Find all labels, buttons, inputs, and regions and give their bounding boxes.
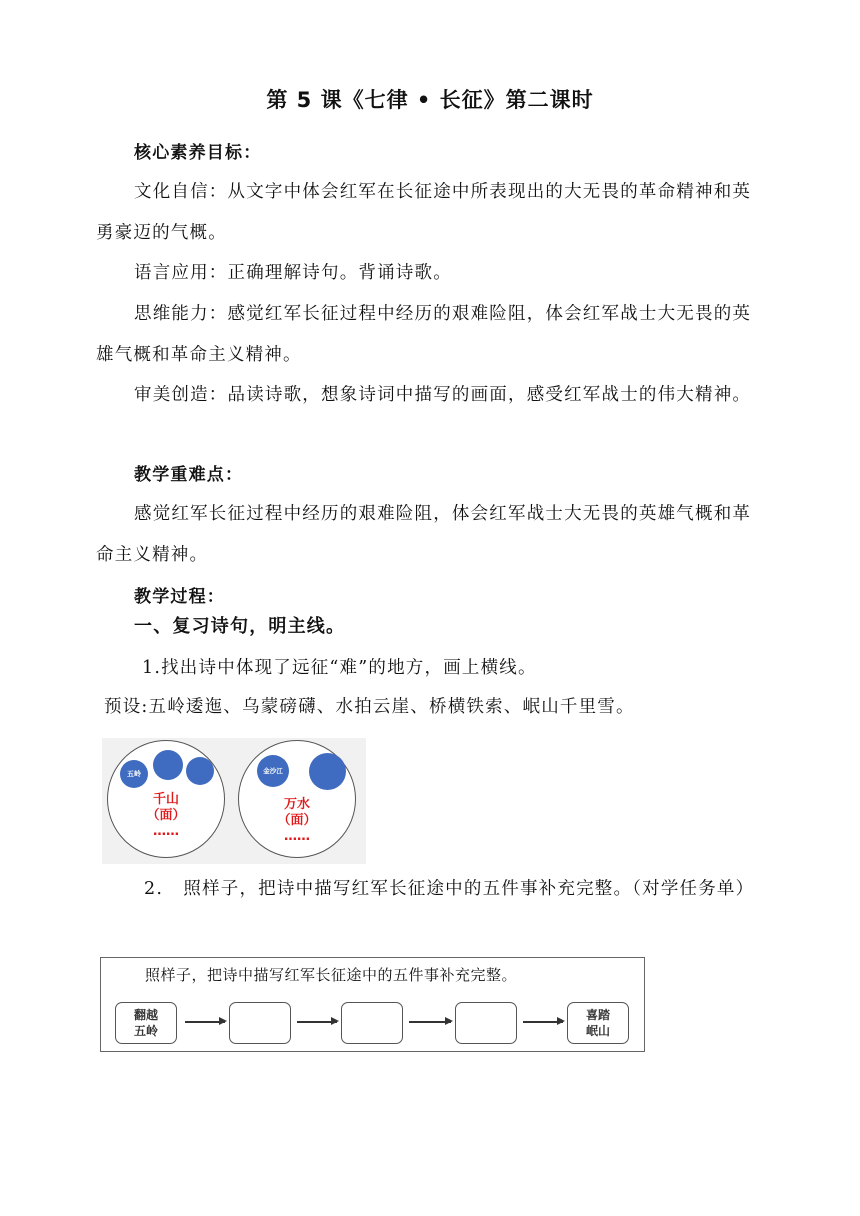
mountains-label: 千山: [152, 792, 179, 807]
flow-box-start: 翻越五岭: [115, 1002, 177, 1044]
task-one: 1.找出诗中体现了远征“难”的地方，画上横线。: [142, 658, 537, 678]
mountains-circle: [107, 740, 225, 858]
goal-thinking: 思维能力：感觉红军长征过程中经历的艰难险阻，体会红军战士大无畏的英雄气概和革命主义精神。: [96, 304, 752, 365]
blank-dot: [186, 757, 214, 785]
goal-culture: 文化自信：从文字中体会红军在长征途中所表现出的大无畏的革命精神和英勇豪迈的气概。: [96, 182, 752, 243]
key-points-heading: 教学重难点：: [134, 465, 244, 485]
process-heading: 教学过程：: [134, 587, 225, 607]
mountains-ellipsis: ……: [153, 824, 179, 839]
arrow-icon: [297, 1021, 337, 1023]
rivers-ellipsis: ……: [284, 829, 310, 844]
key-points-text: 感觉红军长征过程中经历的艰难险阻，体会红军战士大无畏的英雄气概和革命主义精神。: [96, 504, 752, 565]
page-title: 第 5 课《七律 • 长征》第二课时: [266, 88, 594, 112]
jinshajiang-dot: 金沙江: [257, 755, 289, 787]
five-events-flow-figure: [100, 957, 645, 1052]
task-two: 2. 照样子，把诗中描写红军长征途中的五件事补充完整。（对学任务单）: [144, 879, 755, 899]
arrow-icon: [523, 1021, 563, 1023]
mountains-rivers-figure: [102, 738, 366, 864]
arrow-icon: [409, 1021, 451, 1023]
rivers-sub: （面）: [277, 813, 317, 828]
arrow-icon: [185, 1021, 225, 1023]
section-one-heading: 一、复习诗句，明主线。: [134, 616, 346, 637]
flow-box-blank: [229, 1002, 291, 1044]
goals-heading: 核心素养目标：: [134, 143, 262, 163]
rivers-label: 万水: [283, 797, 310, 812]
blank-dot: [309, 753, 346, 790]
blank-dot: [153, 750, 183, 780]
flow-caption: 照样子，把诗中描写红军长征途中的五件事补充完整。: [145, 966, 518, 984]
rivers-circle: [238, 740, 356, 858]
wuling-dot: 五岭: [120, 760, 148, 788]
flow-box-blank: [341, 1002, 403, 1044]
preset-answer: 预设:五岭逶迤、乌蒙磅礴、水拍云崖、桥横铁索、岷山千里雪。: [104, 697, 635, 717]
flow-box-blank: [455, 1002, 517, 1044]
flow-box-end: 喜踏岷山: [567, 1002, 629, 1044]
goal-aesthetic: 审美创造：品读诗歌，想象诗词中描写的画面，感受红军战士的伟大精神。: [134, 385, 752, 405]
mountains-sub: （面）: [146, 808, 186, 823]
goal-language: 语言应用：正确理解诗句。背诵诗歌。: [134, 263, 452, 283]
